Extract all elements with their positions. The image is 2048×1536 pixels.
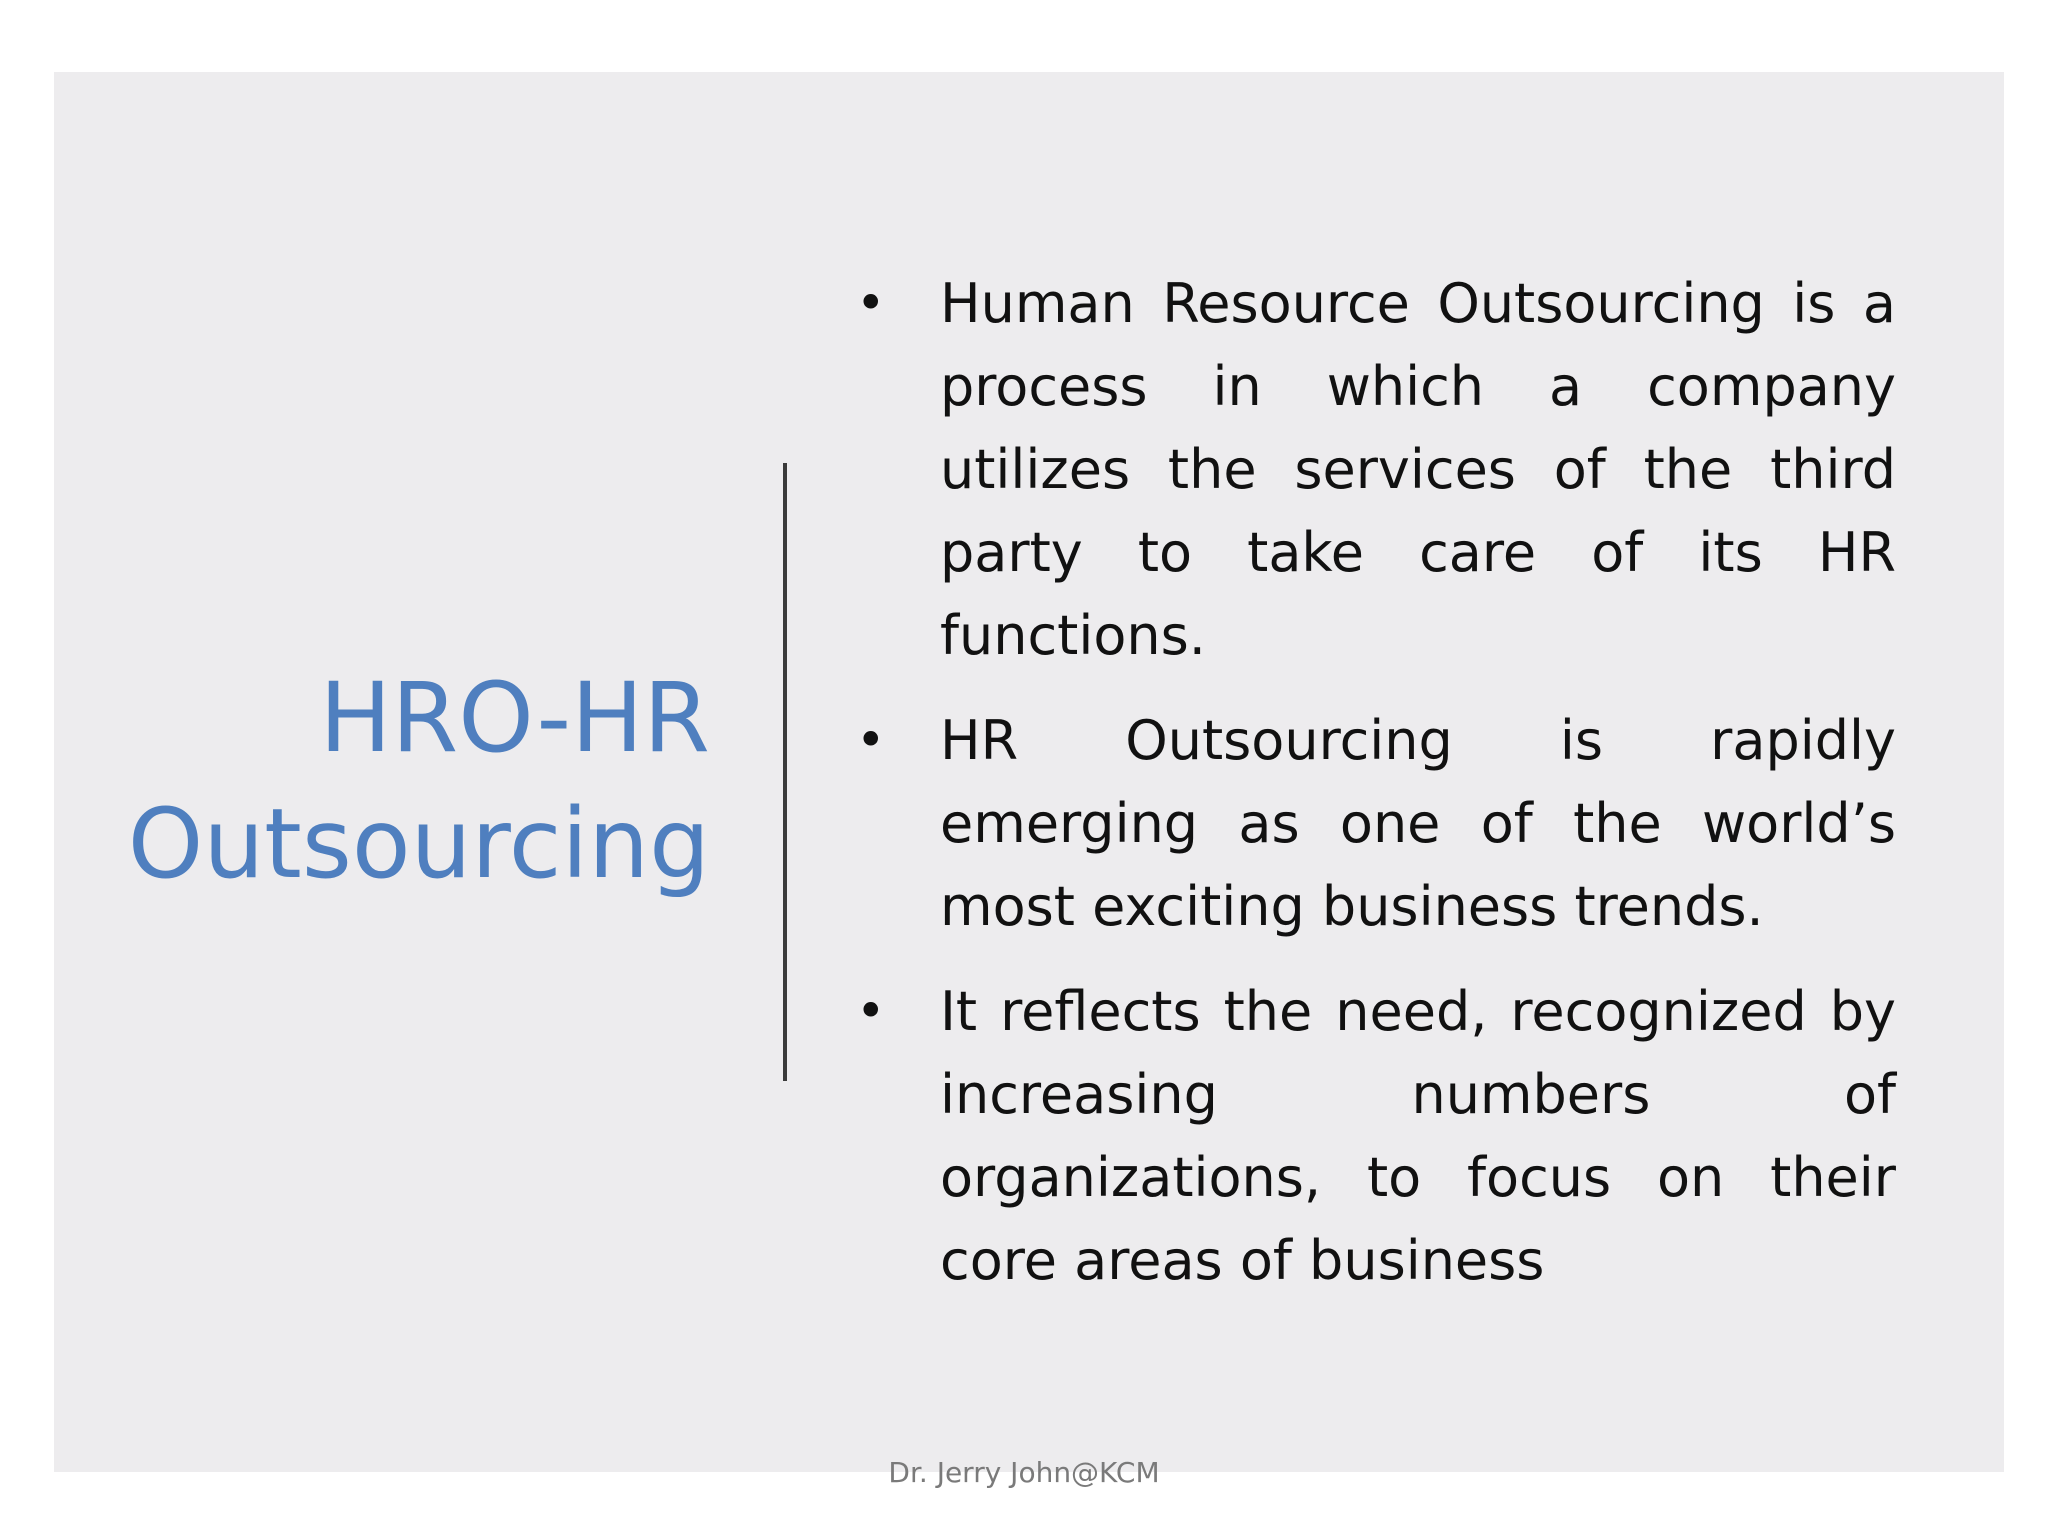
bullet-3-line-3: organizations, to focus on their — [940, 1146, 1896, 1209]
bullet-item-3 — [856, 970, 1896, 1302]
bullet-1-line-3: utilizes the services of the third — [940, 438, 1896, 501]
bullet-item-2 — [856, 699, 1896, 948]
slide-title-line-2: Outsourcing — [127, 788, 710, 900]
bullet-dot-icon: • — [856, 982, 886, 1040]
bullet-list — [856, 262, 1896, 1324]
vertical-divider — [783, 463, 787, 1081]
slide-title — [120, 655, 710, 907]
bullet-1-line-5: functions. — [940, 604, 1206, 667]
slide-footer: Dr. Jerry John@KCM — [888, 1456, 1160, 1489]
slide-title-line-1: HRO-HR — [319, 662, 710, 774]
bullet-3-line-4: core areas of business — [940, 1229, 1545, 1292]
bullet-2-line-2: emerging as one of the world’s — [940, 792, 1896, 855]
bullet-2-line-3: most exciting business trends. — [940, 875, 1764, 938]
bullet-3-line-1: It reflects the need, recognized by — [940, 980, 1896, 1043]
bullet-1-line-2: process in which a company — [940, 355, 1896, 418]
bullet-item-1 — [856, 262, 1896, 677]
bullet-dot-icon: • — [856, 274, 886, 332]
bullet-1-line-1: Human Resource Outsourcing is a — [940, 272, 1896, 335]
bullet-3-line-2: increasing numbers of — [940, 1063, 1896, 1126]
bullet-2-line-1: HR Outsourcing is rapidly — [940, 709, 1896, 772]
bullet-1-line-4: party to take care of its HR — [940, 521, 1896, 584]
bullet-dot-icon: • — [856, 711, 886, 769]
